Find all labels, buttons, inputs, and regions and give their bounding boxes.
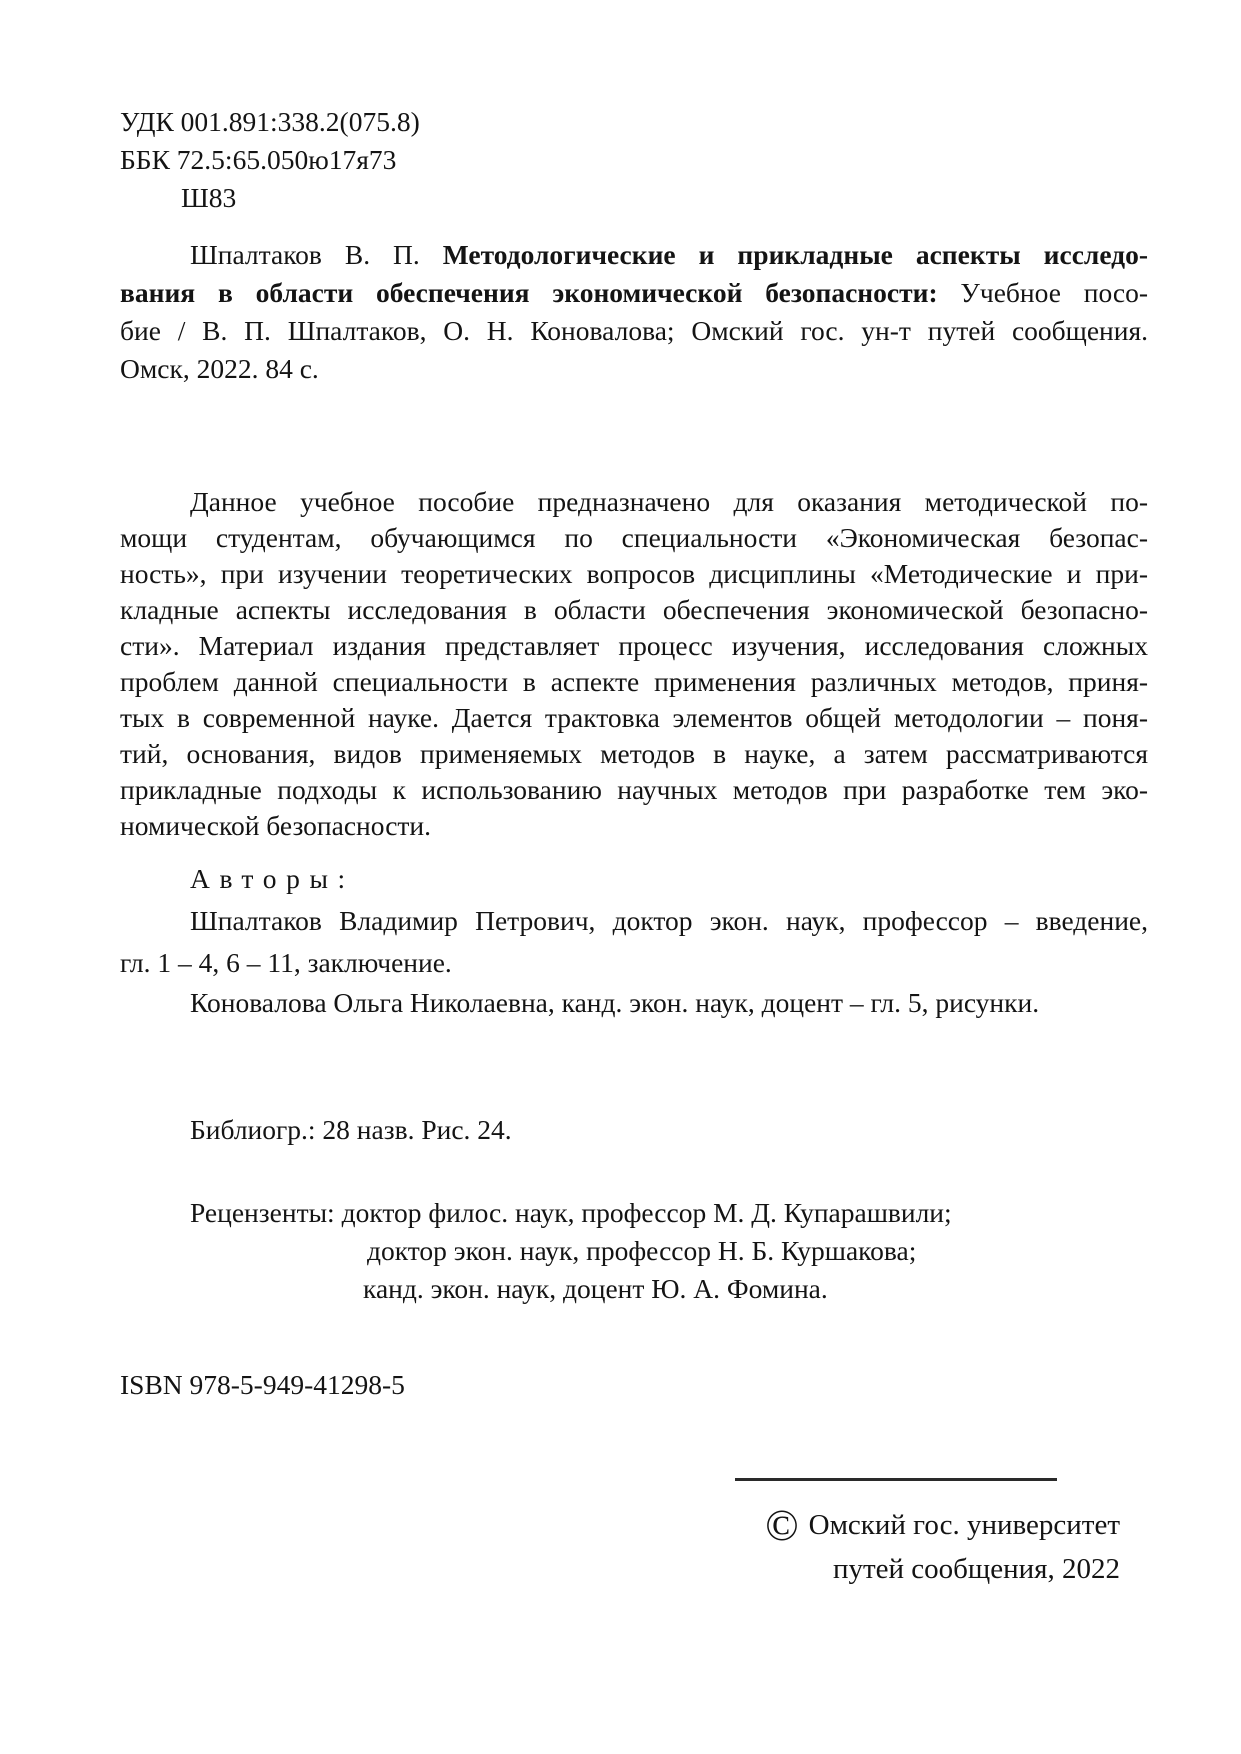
copyright-line-2: путей сообщения, 2022: [832, 1553, 1120, 1585]
text-line: тых в современной науке. Дается трактовка элементов общей методологии – поня-: [120, 702, 1148, 733]
authors-heading: Авторы:: [190, 863, 355, 894]
author-sign: Ш83: [181, 182, 237, 213]
text-line: мощи студентам, обучающимся по специальности «Экономическая безопас-: [120, 522, 1148, 553]
text-line: кладные аспекты исследования в области обеспечения экономической безопасно-: [120, 594, 1148, 625]
author-entry-shpaltakov: [120, 900, 1148, 984]
text-line: тий, основания, видов применяемых методов в науке, а затем рассматриваются: [120, 738, 1148, 769]
reviewer-line: [120, 1232, 1148, 1270]
udk-code: УДК 001.891:338.2(075.8): [120, 106, 420, 137]
reviewer-line: [120, 1270, 1148, 1308]
copyright-divider-line: [735, 1478, 1057, 1481]
text-line: Омск, 2022. 84 с.: [120, 353, 319, 384]
isbn: ISBN 978-5-949-41298-5: [120, 1369, 405, 1400]
annotation-paragraph: [120, 484, 1148, 844]
bbk-code: ББК 72.5:65.050ю17я73: [120, 144, 397, 175]
text-line: вания в области обеспечения экономической безопасности: Учебное посо-: [120, 277, 1149, 308]
text-line: номической безопасности.: [120, 810, 432, 841]
text-line: прикладные подходы к использованию научных методов при разработке тем эко-: [120, 774, 1148, 805]
text-line: Данное учебное пособие предназначено для оказания методической по-: [190, 486, 1148, 517]
copyright-icon: ©: [765, 1501, 799, 1550]
copyright-notice: [765, 1503, 1120, 1591]
text-line: Шпалтаков В. П. Методологические и прикладные аспекты исследо-: [190, 239, 1148, 270]
reviewer-1: доктор филос. наук, профессор М. Д. Купарашвили;: [341, 1197, 952, 1228]
copyright-line-1: [765, 1501, 1120, 1550]
reviewers-block: [120, 1194, 1148, 1308]
reviewers-label: Рецензенты:: [190, 1197, 335, 1228]
text-line: бие / В. П. Шпалтаков, О. Н. Коновалова; Омский гос. ун-т путей сообщения.: [120, 315, 1148, 346]
text-line: гл. 1 – 4, 6 – 11, заключение.: [120, 947, 452, 978]
text-line: Шпалтаков Владимир Петрович, доктор экон. наук, профессор – введение,: [190, 905, 1148, 936]
classification-block: [120, 103, 420, 217]
bibliography-note: Библиогр.: 28 назв. Рис. 24.: [190, 1114, 512, 1145]
text-line: сти». Материал издания представляет процесс изучения, исследования сложных: [120, 630, 1148, 661]
author-entry-konovalova: Коновалова Ольга Николаевна, канд. экон. наук, доцент – гл. 5, рисунки.: [190, 987, 1040, 1018]
bibliographic-citation: [120, 236, 1148, 388]
reviewer-line: [120, 1194, 1148, 1232]
copyright-holder: Омский гос. университет: [808, 1509, 1120, 1541]
reviewer-3: канд. экон. наук, доцент Ю. А. Фомина.: [363, 1273, 828, 1304]
text-line: ность», при изучении теоретических вопросов дисциплины «Методические и при-: [120, 558, 1148, 589]
reviewer-2: доктор экон. наук, профессор Н. Б. Куршакова;: [367, 1235, 917, 1266]
text-line: проблем данной специальности в аспекте применения различных методов, приня-: [120, 666, 1148, 697]
